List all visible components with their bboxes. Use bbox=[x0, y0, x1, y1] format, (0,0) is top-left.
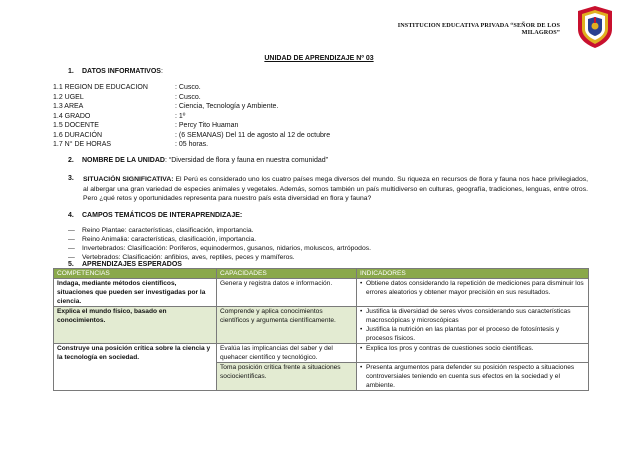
topic-item bbox=[68, 254, 295, 261]
info-value: : (6 SEMANAS) Del 11 de agosto al 12 de octubre bbox=[175, 131, 331, 139]
indicator-item: • Presenta argumentos para defender su posición respecto a situaciones controversiales teniendo en cuenta sus efectos en la sociedad y el ambiente. bbox=[360, 363, 585, 390]
info-value: : 05 horas. bbox=[175, 141, 209, 148]
dash: — bbox=[68, 227, 75, 234]
capacidad-cell: Toma posición crítica frente a situaciones sociocientíficas. bbox=[217, 363, 357, 391]
topic-item bbox=[68, 227, 254, 234]
section-5-heading bbox=[68, 261, 182, 268]
dash: — bbox=[68, 254, 75, 261]
info-label: 1.6 DURACIÓN bbox=[53, 131, 103, 139]
section-label: NOMBRE DE LA UNIDAD bbox=[82, 157, 165, 164]
institution-name: INSTITUCION EDUCATIVA PRIVADA “SEÑOR DE LOS MILAGROS” bbox=[397, 22, 560, 36]
table-header-row bbox=[54, 269, 589, 279]
topic-text: Reino Plantae: características, clasificación, importancia. bbox=[82, 227, 254, 234]
unit-name: : “Diversidad de flora y fauna en nuestra comunidad” bbox=[164, 157, 329, 164]
competencia-cell: Construye una posición crítica sobre la ciencia y la tecnología en sociedad. bbox=[54, 344, 217, 391]
info-value: : 1º bbox=[175, 112, 186, 120]
capacidad-cell: Genera y registra datos e información. bbox=[217, 279, 357, 307]
table-row bbox=[54, 307, 589, 344]
info-label: 1.7 N° DE HORAS bbox=[53, 141, 112, 148]
info-value: : Cusco. bbox=[175, 93, 201, 101]
table-row bbox=[54, 279, 589, 307]
situation-text: El Perú es considerado uno los cuatro países mega diversos del mundo. Su riqueza en recursos de flora y fauna nos hace privilegiados, al albergar una gran variedad de especies animales y vegetales. Además, somos también un país multidiverso en culturas, geografía, tradiciones, lenguas, entre otros. Pero ¿qué retos y oportunidades representa para nuestro país esta diversidad en flora y fauna? bbox=[83, 176, 589, 203]
section-label: SITUACIÓN SIGNIFICATIVA: bbox=[83, 176, 174, 183]
info-label: 1.2 UGEL bbox=[53, 93, 84, 101]
section-number: 4. bbox=[68, 212, 74, 219]
section-label: APRENDIZAJES ESPERADOS bbox=[82, 261, 182, 268]
topic-text: Reino Animalia: características, clasificación, importancia. bbox=[82, 236, 257, 243]
topic-item bbox=[68, 236, 256, 243]
info-label: 1.5 DOCENTE bbox=[53, 122, 99, 129]
section-3-number: 3. bbox=[68, 175, 74, 182]
section-number: 1. bbox=[68, 68, 74, 75]
indicadores-cell bbox=[357, 344, 589, 363]
topic-text: Vertebrados: Clasificación: anfibios, aves, reptiles, peces y mamíferos. bbox=[82, 254, 295, 261]
section-number: 2. bbox=[68, 157, 74, 164]
section-2-heading bbox=[68, 157, 588, 164]
indicator-item: • Explica los pros y contras de cuestiones socio científicas. bbox=[360, 344, 585, 353]
capacidad-cell: Comprende y aplica conocimientos científicos y argumenta científicamente. bbox=[217, 307, 357, 344]
section-3-paragraph bbox=[83, 175, 588, 204]
indicadores-cell bbox=[357, 279, 589, 307]
info-value: : Cusco. bbox=[175, 84, 201, 91]
section-label: CAMPOS TEMÁTICOS DE INTERAPRENDIZAJE: bbox=[82, 212, 243, 219]
info-label: 1.3 AREA bbox=[53, 103, 84, 110]
competencia-cell: Explica el mundo físico, basado en conocimientos. bbox=[54, 307, 217, 344]
unit-title: UNIDAD DE APRENDIZAJE Nº 03 bbox=[264, 55, 374, 62]
section-label: DATOS INFORMATIVOS bbox=[82, 68, 161, 75]
header-competencias: COMPETENCIAS bbox=[54, 269, 217, 279]
header-capacidades: CAPACIDADES bbox=[217, 269, 357, 279]
section-suffix: : bbox=[160, 68, 163, 75]
info-value: : Ciencia, Tecnología y Ambiente. bbox=[175, 103, 279, 110]
indicadores-cell bbox=[357, 307, 589, 344]
info-label: 1.4 GRADO bbox=[53, 112, 91, 120]
indicator-item: • Obtiene datos considerando la repetición de mediciones para disminuir los errores aleatorios y obtener mayor precisión en sus resultados. bbox=[360, 279, 585, 297]
section-number: 5. bbox=[68, 261, 74, 268]
capacidad-cell: Evalúa las implicancias del saber y del quehacer científico y tecnológico. bbox=[217, 344, 357, 363]
table-row bbox=[54, 344, 589, 363]
topic-text: Invertebrados: Clasificación: Poriferos, equinodermos, gusanos, nidarios, moluscos, artrópodos. bbox=[82, 245, 372, 252]
indicator-item: • Justifica la diversidad de seres vivos considerando sus características macroscópicas y microscópicas bbox=[360, 307, 585, 325]
dash: — bbox=[68, 236, 75, 243]
info-label: 1.1 REGION DE EDUCACION bbox=[53, 84, 148, 91]
section-4-heading bbox=[68, 212, 242, 219]
dash: — bbox=[68, 245, 75, 252]
competencies-table bbox=[53, 268, 589, 391]
school-shield-logo bbox=[575, 5, 615, 49]
section-1-heading bbox=[68, 68, 163, 75]
indicator-item: • Justifica la nutrición en las plantas por el proceso de fotosíntesis y procesos físicos. bbox=[360, 325, 585, 343]
topic-item bbox=[68, 245, 371, 252]
header-indicadores: INDICADORES bbox=[357, 269, 589, 279]
indicadores-cell bbox=[357, 363, 589, 391]
info-value: : Percy Tito Huaman bbox=[175, 122, 239, 129]
competencia-cell: Indaga, mediante métodos científicos, situaciones que pueden ser investigadas por la ciencia. bbox=[54, 279, 217, 307]
